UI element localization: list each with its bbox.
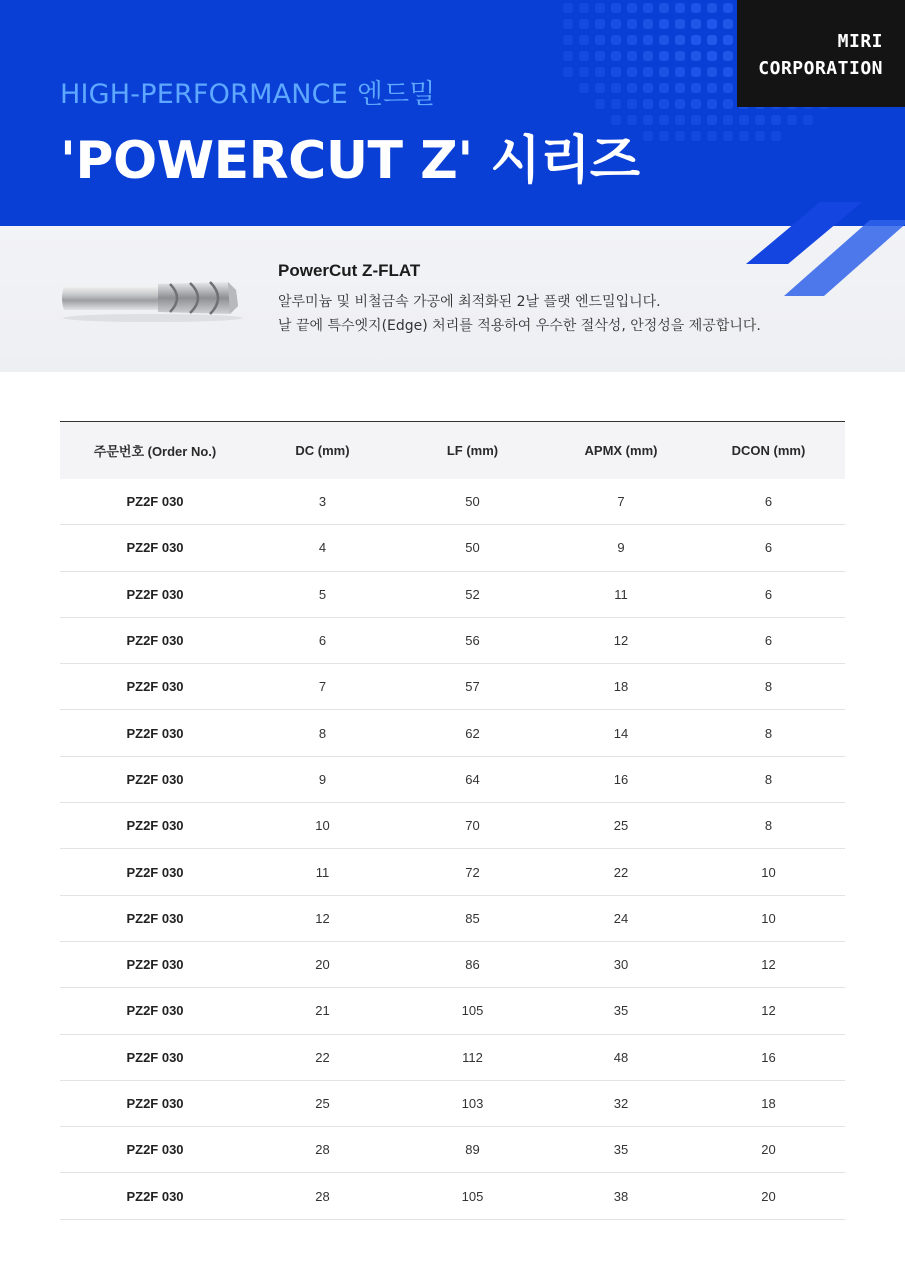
dot-mark	[643, 83, 653, 93]
dot-mark	[563, 51, 573, 61]
cell-apmx: 48	[550, 1034, 692, 1080]
dot-mark	[723, 19, 733, 29]
header-subtitle: HIGH-PERFORMANCE 엔드밀	[60, 79, 436, 110]
cell-dcon: 8	[692, 756, 845, 802]
cell-order-no: PZ2F 030	[60, 803, 250, 849]
cell-dc: 11	[250, 849, 395, 895]
dot-mark	[643, 19, 653, 29]
cell-lf: 105	[395, 1173, 550, 1219]
cell-apmx: 32	[550, 1080, 692, 1126]
cell-order-no: PZ2F 030	[60, 1173, 250, 1219]
dot-mark	[755, 115, 765, 125]
dot-mark	[611, 3, 621, 13]
dot-mark	[707, 131, 717, 141]
page-title: 'POWERCUT Z' 시리즈	[60, 131, 640, 191]
table-row	[60, 710, 845, 756]
cell-dc: 4	[250, 525, 395, 571]
cell-apmx: 14	[550, 710, 692, 756]
dot-mark	[739, 115, 749, 125]
cell-apmx: 9	[550, 525, 692, 571]
cell-apmx: 22	[550, 849, 692, 895]
dot-mark	[659, 99, 669, 109]
cell-order-no: PZ2F 030	[60, 664, 250, 710]
cell-dc: 6	[250, 617, 395, 663]
cell-dcon: 6	[692, 479, 845, 525]
dot-mark	[579, 83, 589, 93]
dot-mark	[627, 19, 637, 29]
dot-mark	[643, 99, 653, 109]
dot-mark	[595, 35, 605, 45]
dot-mark	[707, 99, 717, 109]
cell-dcon: 10	[692, 895, 845, 941]
dot-mark	[659, 115, 669, 125]
table-row	[60, 895, 845, 941]
cell-dcon: 12	[692, 988, 845, 1034]
cell-dcon: 8	[692, 803, 845, 849]
cell-dc: 12	[250, 895, 395, 941]
dot-mark	[675, 19, 685, 29]
dot-mark	[611, 99, 621, 109]
dot-mark	[707, 83, 717, 93]
table-row	[60, 664, 845, 710]
cell-dcon: 6	[692, 571, 845, 617]
dot-mark	[611, 35, 621, 45]
dot-mark	[659, 19, 669, 29]
cell-apmx: 24	[550, 895, 692, 941]
cell-apmx: 35	[550, 988, 692, 1034]
dot-mark	[675, 35, 685, 45]
cell-lf: 112	[395, 1034, 550, 1080]
cell-dc: 21	[250, 988, 395, 1034]
dot-mark	[659, 67, 669, 77]
dot-mark	[643, 115, 653, 125]
cell-dcon: 6	[692, 525, 845, 571]
cell-dc: 7	[250, 664, 395, 710]
dot-mark	[691, 35, 701, 45]
dot-mark	[707, 3, 717, 13]
table-row	[60, 571, 845, 617]
cell-order-no: PZ2F 030	[60, 571, 250, 617]
cell-lf: 85	[395, 895, 550, 941]
cell-order-no: PZ2F 030	[60, 895, 250, 941]
dot-mark	[659, 3, 669, 13]
dot-mark	[643, 131, 653, 141]
cell-dcon: 8	[692, 710, 845, 756]
spec-table	[60, 421, 845, 1220]
dot-mark	[691, 115, 701, 125]
cell-dc: 28	[250, 1173, 395, 1219]
product-description-line1: 알루미늄 및 비철금속 가공에 최적화된 2날 플랫 엔드밀입니다.	[278, 294, 661, 310]
dot-mark	[723, 67, 733, 77]
blue-slash-decoration	[740, 196, 905, 306]
dot-mark	[723, 3, 733, 13]
table-row	[60, 525, 845, 571]
table-row	[60, 803, 845, 849]
dot-mark	[739, 131, 749, 141]
dot-mark	[707, 19, 717, 29]
cell-dc: 25	[250, 1080, 395, 1126]
dot-mark	[675, 51, 685, 61]
dot-mark	[675, 115, 685, 125]
dot-mark	[707, 115, 717, 125]
dot-mark	[691, 83, 701, 93]
dot-mark	[675, 99, 685, 109]
cell-dc: 10	[250, 803, 395, 849]
cell-dc: 28	[250, 1127, 395, 1173]
cell-dcon: 16	[692, 1034, 845, 1080]
cell-dcon: 6	[692, 617, 845, 663]
cell-dcon: 12	[692, 941, 845, 987]
dot-mark	[579, 67, 589, 77]
header-order-no: 주문번호 (Order No.)	[93, 443, 217, 459]
dot-mark	[627, 99, 637, 109]
header-dc: DC (mm)	[295, 442, 350, 458]
dot-mark	[579, 3, 589, 13]
dot-mark	[627, 35, 637, 45]
dot-mark	[627, 51, 637, 61]
dot-mark	[563, 35, 573, 45]
dot-mark	[675, 131, 685, 141]
cell-lf: 52	[395, 571, 550, 617]
cell-lf: 89	[395, 1127, 550, 1173]
table-row	[60, 988, 845, 1034]
dot-mark	[595, 19, 605, 29]
dot-mark	[723, 131, 733, 141]
dot-mark	[691, 3, 701, 13]
dot-mark	[723, 83, 733, 93]
cell-lf: 56	[395, 617, 550, 663]
dot-mark	[611, 83, 621, 93]
dot-mark	[707, 51, 717, 61]
cell-order-no: PZ2F 030	[60, 1127, 250, 1173]
table-row	[60, 1080, 845, 1126]
cell-lf: 72	[395, 849, 550, 895]
dot-mark	[643, 35, 653, 45]
cell-lf: 86	[395, 941, 550, 987]
cell-dc: 5	[250, 571, 395, 617]
dot-mark	[643, 67, 653, 77]
dot-mark	[579, 35, 589, 45]
product-name: PowerCut Z-FLAT	[278, 261, 421, 280]
dot-mark	[595, 3, 605, 13]
end-mill-image	[58, 268, 248, 328]
dot-mark	[595, 51, 605, 61]
cell-dc: 20	[250, 941, 395, 987]
dot-mark	[691, 67, 701, 77]
dot-mark	[595, 67, 605, 77]
dot-mark	[675, 83, 685, 93]
dot-mark	[611, 19, 621, 29]
cell-order-no: PZ2F 030	[60, 1080, 250, 1126]
dot-mark	[723, 99, 733, 109]
cell-order-no: PZ2F 030	[60, 849, 250, 895]
dot-mark	[723, 115, 733, 125]
dot-mark	[627, 3, 637, 13]
table-row	[60, 941, 845, 987]
cell-dcon: 8	[692, 664, 845, 710]
cell-apmx: 12	[550, 617, 692, 663]
dot-mark	[563, 3, 573, 13]
company-name-line2: CORPORATION	[758, 58, 883, 79]
dot-mark	[643, 3, 653, 13]
dot-mark	[659, 51, 669, 61]
dot-mark	[627, 67, 637, 77]
cell-dc: 8	[250, 710, 395, 756]
dot-mark	[691, 99, 701, 109]
header-apmx: APMX (mm)	[584, 442, 658, 458]
table-row	[60, 617, 845, 663]
header-lf: LF (mm)	[446, 442, 499, 458]
cell-order-no: PZ2F 030	[60, 617, 250, 663]
cell-order-no: PZ2F 030	[60, 479, 250, 525]
cell-apmx: 7	[550, 479, 692, 525]
dot-mark	[595, 83, 605, 93]
dot-mark	[691, 19, 701, 29]
company-logo-box	[737, 0, 905, 107]
cell-lf: 64	[395, 756, 550, 802]
cell-apmx: 35	[550, 1127, 692, 1173]
table-row	[60, 756, 845, 802]
cell-dcon: 18	[692, 1080, 845, 1126]
dot-mark	[723, 35, 733, 45]
dot-mark	[707, 35, 717, 45]
cell-order-no: PZ2F 030	[60, 941, 250, 987]
cell-lf: 50	[395, 479, 550, 525]
cell-order-no: PZ2F 030	[60, 525, 250, 571]
dot-mark	[787, 115, 797, 125]
dot-mark	[659, 35, 669, 45]
table-row	[60, 1173, 845, 1219]
dot-mark	[595, 99, 605, 109]
cell-lf: 62	[395, 710, 550, 756]
cell-apmx: 38	[550, 1173, 692, 1219]
cell-lf: 103	[395, 1080, 550, 1126]
company-name	[758, 28, 883, 82]
dot-mark	[675, 67, 685, 77]
cell-apmx: 30	[550, 941, 692, 987]
dot-mark	[563, 19, 573, 29]
cell-dcon: 20	[692, 1127, 845, 1173]
dot-mark	[723, 51, 733, 61]
table-row	[60, 479, 845, 525]
dot-mark	[563, 67, 573, 77]
dot-mark	[691, 51, 701, 61]
dot-mark	[611, 51, 621, 61]
cell-apmx: 25	[550, 803, 692, 849]
dot-mark	[691, 131, 701, 141]
table-body	[60, 479, 845, 1220]
dot-mark	[803, 115, 813, 125]
cell-lf: 70	[395, 803, 550, 849]
dot-mark	[771, 115, 781, 125]
company-name-line1: MIRI	[837, 31, 883, 52]
cell-dc: 9	[250, 756, 395, 802]
dot-mark	[755, 131, 765, 141]
dot-mark	[579, 51, 589, 61]
dot-mark	[675, 3, 685, 13]
cell-dcon: 20	[692, 1173, 845, 1219]
dot-mark	[707, 67, 717, 77]
dot-mark	[659, 131, 669, 141]
header-dcon: DCON (mm)	[731, 442, 806, 458]
cell-dc: 3	[250, 479, 395, 525]
table-header-row	[60, 422, 845, 479]
cell-order-no: PZ2F 030	[60, 988, 250, 1034]
cell-lf: 105	[395, 988, 550, 1034]
product-description	[278, 290, 761, 338]
table-row	[60, 1127, 845, 1173]
dot-mark	[771, 131, 781, 141]
dot-mark	[659, 83, 669, 93]
table-row	[60, 1034, 845, 1080]
dot-mark	[579, 19, 589, 29]
table-row	[60, 849, 845, 895]
cell-apmx: 11	[550, 571, 692, 617]
dot-mark	[643, 51, 653, 61]
dot-mark	[627, 83, 637, 93]
cell-apmx: 16	[550, 756, 692, 802]
dot-mark	[611, 67, 621, 77]
cell-order-no: PZ2F 030	[60, 710, 250, 756]
cell-lf: 50	[395, 525, 550, 571]
cell-order-no: PZ2F 030	[60, 1034, 250, 1080]
cell-lf: 57	[395, 664, 550, 710]
cell-order-no: PZ2F 030	[60, 756, 250, 802]
cell-dcon: 10	[692, 849, 845, 895]
cell-apmx: 18	[550, 664, 692, 710]
product-description-line2: 날 끝에 특수엣지(Edge) 처리를 적용하여 우수한 절삭성, 안정성을 제공합니다.	[278, 318, 761, 334]
cell-dc: 22	[250, 1034, 395, 1080]
